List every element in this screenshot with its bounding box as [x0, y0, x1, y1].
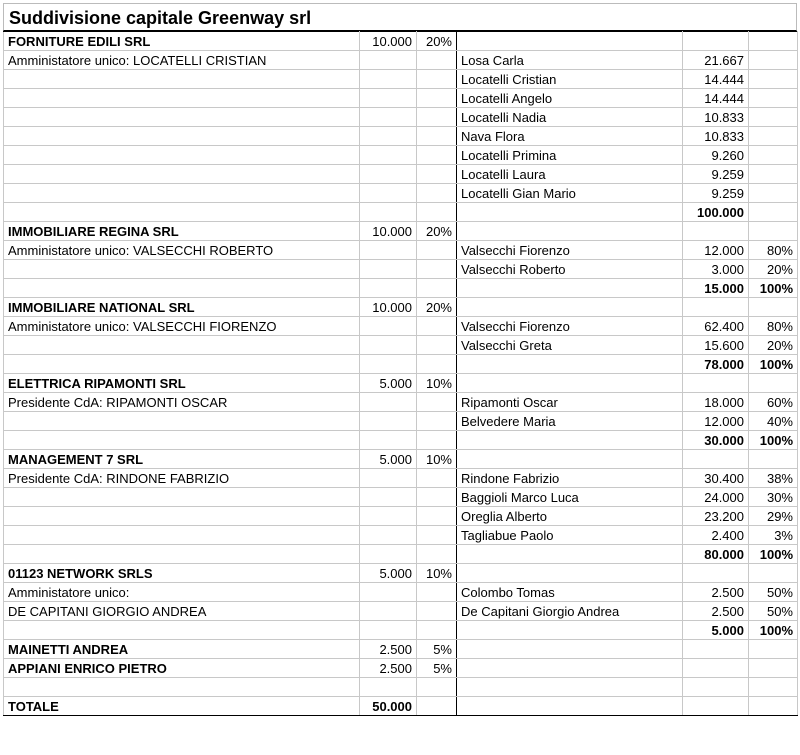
table-row: [4, 393, 798, 412]
company-cell[interactable]: [4, 127, 360, 146]
table-row: [4, 431, 798, 450]
percent-cell[interactable]: [417, 621, 457, 640]
company-cell[interactable]: [4, 431, 360, 450]
table-row: [4, 374, 798, 393]
capital-cell[interactable]: [360, 203, 417, 222]
percent-cell[interactable]: [417, 431, 457, 450]
capital-cell[interactable]: [360, 526, 417, 545]
shares-cell[interactable]: 12.000: [683, 241, 749, 260]
capital-cell[interactable]: [360, 51, 417, 70]
share-percent-cell[interactable]: 20%: [749, 260, 798, 279]
capital-cell[interactable]: [360, 260, 417, 279]
company-cell[interactable]: [4, 108, 360, 127]
capital-cell[interactable]: [360, 583, 417, 602]
share-percent-cell[interactable]: [749, 184, 798, 203]
percent-cell[interactable]: [417, 336, 457, 355]
share-percent-cell[interactable]: [749, 564, 798, 583]
percent-cell[interactable]: 20%: [417, 222, 457, 241]
shareholder-cell[interactable]: [457, 450, 683, 469]
capital-cell[interactable]: [360, 412, 417, 431]
percent-cell[interactable]: [417, 602, 457, 621]
shareholder-cell[interactable]: Baggioli Marco Luca: [457, 488, 683, 507]
table-row: [4, 488, 798, 507]
percent-cell[interactable]: [417, 279, 457, 298]
shareholder-cell[interactable]: [457, 279, 683, 298]
table-row: [4, 146, 798, 165]
shareholder-cell[interactable]: Rindone Fabrizio: [457, 469, 683, 488]
company-cell[interactable]: [4, 526, 360, 545]
company-cell[interactable]: [4, 545, 360, 564]
share-percent-cell[interactable]: 80%: [749, 241, 798, 260]
share-percent-cell[interactable]: [749, 222, 798, 241]
share-percent-cell[interactable]: [749, 51, 798, 70]
shares-cell[interactable]: [683, 640, 749, 659]
company-cell[interactable]: MAINETTI ANDREA: [4, 640, 360, 659]
table-row: [4, 602, 798, 621]
table-row: [4, 51, 798, 70]
percent-cell[interactable]: 10%: [417, 450, 457, 469]
table-row: [4, 583, 798, 602]
share-percent-cell[interactable]: [749, 450, 798, 469]
percent-cell[interactable]: [417, 393, 457, 412]
percent-cell[interactable]: [417, 412, 457, 431]
shares-cell[interactable]: 3.000: [683, 260, 749, 279]
share-percent-cell[interactable]: 80%: [749, 317, 798, 336]
shareholder-cell[interactable]: [457, 32, 683, 51]
shares-cell[interactable]: 30.000: [683, 431, 749, 450]
shareholder-cell[interactable]: Nava Flora: [457, 127, 683, 146]
share-percent-cell[interactable]: 60%: [749, 393, 798, 412]
shareholder-cell[interactable]: [457, 564, 683, 583]
table-row: [4, 89, 798, 108]
percent-cell[interactable]: 20%: [417, 298, 457, 317]
share-percent-cell[interactable]: 3%: [749, 526, 798, 545]
company-cell[interactable]: [4, 260, 360, 279]
capital-cell[interactable]: [360, 355, 417, 374]
shares-cell[interactable]: 2.500: [683, 583, 749, 602]
shares-cell[interactable]: [683, 222, 749, 241]
shareholder-cell[interactable]: [457, 640, 683, 659]
shares-cell[interactable]: 24.000: [683, 488, 749, 507]
shareholder-cell[interactable]: Losa Carla: [457, 51, 683, 70]
company-cell[interactable]: [4, 355, 360, 374]
shareholder-cell[interactable]: [457, 697, 683, 716]
company-cell[interactable]: Amministatore unico: LOCATELLI CRISTIAN: [4, 51, 360, 70]
shares-cell[interactable]: 100.000: [683, 203, 749, 222]
shareholder-cell[interactable]: [457, 374, 683, 393]
shareholder-cell[interactable]: [457, 203, 683, 222]
company-cell[interactable]: [4, 678, 360, 697]
capital-cell[interactable]: 5.000: [360, 564, 417, 583]
shareholder-cell[interactable]: Locatelli Laura: [457, 165, 683, 184]
company-cell[interactable]: [4, 279, 360, 298]
company-cell[interactable]: Amministatore unico: VALSECCHI ROBERTO: [4, 241, 360, 260]
company-cell[interactable]: IMMOBILIARE REGINA SRL: [4, 222, 360, 241]
table-row: [4, 469, 798, 488]
table-row: [4, 621, 798, 640]
percent-cell[interactable]: [417, 108, 457, 127]
shares-cell[interactable]: 80.000: [683, 545, 749, 564]
percent-cell[interactable]: 5%: [417, 659, 457, 678]
shares-cell[interactable]: 21.667: [683, 51, 749, 70]
shareholder-cell[interactable]: [457, 678, 683, 697]
share-percent-cell[interactable]: [749, 298, 798, 317]
percent-cell[interactable]: [417, 488, 457, 507]
company-cell[interactable]: FORNITURE EDILI SRL: [4, 32, 360, 51]
shares-cell[interactable]: 2.400: [683, 526, 749, 545]
capital-cell[interactable]: [360, 545, 417, 564]
shareholder-cell[interactable]: Locatelli Primina: [457, 146, 683, 165]
shareholder-cell[interactable]: Ripamonti Oscar: [457, 393, 683, 412]
capital-table: [3, 31, 798, 716]
table-row: [4, 678, 798, 697]
shares-cell[interactable]: 2.500: [683, 602, 749, 621]
company-cell[interactable]: [4, 336, 360, 355]
capital-cell[interactable]: [360, 165, 417, 184]
share-percent-cell[interactable]: [749, 32, 798, 51]
share-percent-cell[interactable]: 100%: [749, 431, 798, 450]
capital-cell[interactable]: [360, 127, 417, 146]
share-percent-cell[interactable]: [749, 108, 798, 127]
shares-cell[interactable]: 14.444: [683, 89, 749, 108]
share-percent-cell[interactable]: 50%: [749, 602, 798, 621]
company-cell[interactable]: 01123 NETWORK SRLS: [4, 564, 360, 583]
company-cell[interactable]: Amministatore unico:: [4, 583, 360, 602]
shareholder-cell[interactable]: Locatelli Nadia: [457, 108, 683, 127]
shares-cell[interactable]: [683, 678, 749, 697]
company-cell[interactable]: IMMOBILIARE NATIONAL SRL: [4, 298, 360, 317]
shareholder-cell[interactable]: Locatelli Cristian: [457, 70, 683, 89]
shares-cell[interactable]: 10.833: [683, 127, 749, 146]
table-row: [4, 640, 798, 659]
table-row: [4, 203, 798, 222]
capital-cell[interactable]: [360, 108, 417, 127]
capital-cell[interactable]: [360, 279, 417, 298]
company-cell[interactable]: [4, 184, 360, 203]
percent-cell[interactable]: [417, 583, 457, 602]
capital-cell[interactable]: 5.000: [360, 374, 417, 393]
capital-cell[interactable]: [360, 89, 417, 108]
percent-cell[interactable]: [417, 51, 457, 70]
shares-cell[interactable]: 5.000: [683, 621, 749, 640]
share-percent-cell[interactable]: 29%: [749, 507, 798, 526]
shares-cell[interactable]: [683, 374, 749, 393]
capital-cell[interactable]: 10.000: [360, 32, 417, 51]
percent-cell[interactable]: [417, 507, 457, 526]
percent-cell[interactable]: [417, 165, 457, 184]
percent-cell[interactable]: 5%: [417, 640, 457, 659]
capital-cell[interactable]: [360, 393, 417, 412]
percent-cell[interactable]: [417, 697, 457, 716]
shareholder-cell[interactable]: [457, 222, 683, 241]
capital-cell[interactable]: 10.000: [360, 298, 417, 317]
shares-cell[interactable]: 9.259: [683, 184, 749, 203]
table-row: [4, 355, 798, 374]
share-percent-cell[interactable]: [749, 640, 798, 659]
percent-cell[interactable]: [417, 317, 457, 336]
shareholder-cell[interactable]: [457, 298, 683, 317]
company-cell[interactable]: MANAGEMENT 7 SRL: [4, 450, 360, 469]
shareholder-cell[interactable]: [457, 431, 683, 450]
table-row: [4, 336, 798, 355]
share-percent-cell[interactable]: 30%: [749, 488, 798, 507]
percent-cell[interactable]: [417, 260, 457, 279]
capital-cell[interactable]: [360, 678, 417, 697]
spreadsheet: [3, 3, 798, 716]
capital-cell[interactable]: [360, 507, 417, 526]
shares-cell[interactable]: 9.260: [683, 146, 749, 165]
share-percent-cell[interactable]: [749, 697, 798, 716]
shares-cell[interactable]: [683, 298, 749, 317]
table-row: [4, 545, 798, 564]
capital-cell[interactable]: 50.000: [360, 697, 417, 716]
percent-cell[interactable]: [417, 469, 457, 488]
percent-cell[interactable]: [417, 89, 457, 108]
shareholder-cell[interactable]: [457, 355, 683, 374]
shares-cell[interactable]: 12.000: [683, 412, 749, 431]
share-percent-cell[interactable]: 100%: [749, 355, 798, 374]
capital-cell[interactable]: 5.000: [360, 450, 417, 469]
capital-cell[interactable]: 2.500: [360, 640, 417, 659]
percent-cell[interactable]: [417, 526, 457, 545]
company-cell[interactable]: TOTALE: [4, 697, 360, 716]
share-percent-cell[interactable]: [749, 203, 798, 222]
table-row: [4, 222, 798, 241]
company-cell[interactable]: [4, 70, 360, 89]
table-row: [4, 659, 798, 678]
share-percent-cell[interactable]: 100%: [749, 279, 798, 298]
percent-cell[interactable]: 10%: [417, 564, 457, 583]
table-row: [4, 317, 798, 336]
share-percent-cell[interactable]: [749, 659, 798, 678]
shares-cell[interactable]: 18.000: [683, 393, 749, 412]
share-percent-cell[interactable]: 40%: [749, 412, 798, 431]
capital-cell[interactable]: [360, 488, 417, 507]
percent-cell[interactable]: [417, 241, 457, 260]
capital-cell[interactable]: [360, 336, 417, 355]
table-row: [4, 279, 798, 298]
company-cell[interactable]: [4, 165, 360, 184]
share-percent-cell[interactable]: [749, 127, 798, 146]
shares-cell[interactable]: 15.600: [683, 336, 749, 355]
company-cell[interactable]: [4, 507, 360, 526]
capital-cell[interactable]: 2.500: [360, 659, 417, 678]
sheet-title: Suddivisione capitale Greenway srl: [3, 3, 797, 31]
shareholder-cell[interactable]: Tagliabue Paolo: [457, 526, 683, 545]
capital-cell[interactable]: [360, 184, 417, 203]
shares-cell[interactable]: [683, 32, 749, 51]
percent-cell[interactable]: 20%: [417, 32, 457, 51]
table-row: [4, 127, 798, 146]
table-row: [4, 526, 798, 545]
table-row: [4, 108, 798, 127]
percent-cell[interactable]: 10%: [417, 374, 457, 393]
capital-cell[interactable]: [360, 621, 417, 640]
company-cell[interactable]: APPIANI ENRICO PIETRO: [4, 659, 360, 678]
table-row: [4, 260, 798, 279]
shareholder-cell[interactable]: Oreglia Alberto: [457, 507, 683, 526]
percent-cell[interactable]: [417, 545, 457, 564]
share-percent-cell[interactable]: 100%: [749, 621, 798, 640]
company-cell[interactable]: Amministatore unico: VALSECCHI FIORENZO: [4, 317, 360, 336]
share-percent-cell[interactable]: [749, 89, 798, 108]
percent-cell[interactable]: [417, 127, 457, 146]
shares-cell[interactable]: 30.400: [683, 469, 749, 488]
company-cell[interactable]: Presidente CdA: RINDONE FABRIZIO: [4, 469, 360, 488]
shareholder-cell[interactable]: Belvedere Maria: [457, 412, 683, 431]
capital-cell[interactable]: [360, 317, 417, 336]
shares-cell[interactable]: 14.444: [683, 70, 749, 89]
percent-cell[interactable]: [417, 678, 457, 697]
shareholder-cell[interactable]: De Capitani Giorgio Andrea: [457, 602, 683, 621]
shareholder-cell[interactable]: Locatelli Gian Mario: [457, 184, 683, 203]
shareholder-cell[interactable]: [457, 659, 683, 678]
table-row: [4, 70, 798, 89]
company-cell[interactable]: DE CAPITANI GIORGIO ANDREA: [4, 602, 360, 621]
company-cell[interactable]: [4, 488, 360, 507]
table-row: [4, 241, 798, 260]
company-cell[interactable]: [4, 203, 360, 222]
share-percent-cell[interactable]: [749, 374, 798, 393]
shares-cell[interactable]: [683, 450, 749, 469]
shares-cell[interactable]: [683, 697, 749, 716]
table-row: [4, 165, 798, 184]
table-row: [4, 507, 798, 526]
shares-cell[interactable]: 23.200: [683, 507, 749, 526]
percent-cell[interactable]: [417, 184, 457, 203]
share-percent-cell[interactable]: 50%: [749, 583, 798, 602]
shareholder-cell[interactable]: Valsecchi Fiorenzo: [457, 317, 683, 336]
company-cell[interactable]: [4, 146, 360, 165]
percent-cell[interactable]: [417, 203, 457, 222]
shareholder-cell[interactable]: Valsecchi Roberto: [457, 260, 683, 279]
company-cell[interactable]: [4, 89, 360, 108]
percent-cell[interactable]: [417, 70, 457, 89]
capital-cell[interactable]: [360, 431, 417, 450]
capital-cell[interactable]: 10.000: [360, 222, 417, 241]
table-row: [4, 564, 798, 583]
share-percent-cell[interactable]: 38%: [749, 469, 798, 488]
percent-cell[interactable]: [417, 146, 457, 165]
table-row: [4, 184, 798, 203]
share-percent-cell[interactable]: [749, 165, 798, 184]
share-percent-cell[interactable]: [749, 70, 798, 89]
capital-cell[interactable]: [360, 469, 417, 488]
shareholder-cell[interactable]: Locatelli Angelo: [457, 89, 683, 108]
table-row: [4, 450, 798, 469]
shareholder-cell[interactable]: Colombo Tomas: [457, 583, 683, 602]
share-percent-cell[interactable]: 100%: [749, 545, 798, 564]
share-percent-cell[interactable]: 20%: [749, 336, 798, 355]
shareholder-cell[interactable]: [457, 545, 683, 564]
table-row: [4, 298, 798, 317]
shares-cell[interactable]: 15.000: [683, 279, 749, 298]
percent-cell[interactable]: [417, 355, 457, 374]
shares-cell[interactable]: 9.259: [683, 165, 749, 184]
capital-cell[interactable]: [360, 602, 417, 621]
table-row: [4, 697, 798, 716]
shares-cell[interactable]: 62.400: [683, 317, 749, 336]
shareholder-cell[interactable]: [457, 621, 683, 640]
shares-cell[interactable]: [683, 564, 749, 583]
shares-cell[interactable]: 10.833: [683, 108, 749, 127]
table-row: [4, 412, 798, 431]
share-percent-cell[interactable]: [749, 678, 798, 697]
table-row: [4, 32, 798, 51]
company-cell[interactable]: ELETTRICA RIPAMONTI SRL: [4, 374, 360, 393]
capital-cell[interactable]: [360, 146, 417, 165]
capital-cell[interactable]: [360, 241, 417, 260]
shares-cell[interactable]: [683, 659, 749, 678]
company-cell[interactable]: [4, 621, 360, 640]
share-percent-cell[interactable]: [749, 146, 798, 165]
capital-cell[interactable]: [360, 70, 417, 89]
shares-cell[interactable]: 78.000: [683, 355, 749, 374]
shareholder-cell[interactable]: Valsecchi Fiorenzo: [457, 241, 683, 260]
shareholder-cell[interactable]: Valsecchi Greta: [457, 336, 683, 355]
company-cell[interactable]: [4, 412, 360, 431]
company-cell[interactable]: Presidente CdA: RIPAMONTI OSCAR: [4, 393, 360, 412]
